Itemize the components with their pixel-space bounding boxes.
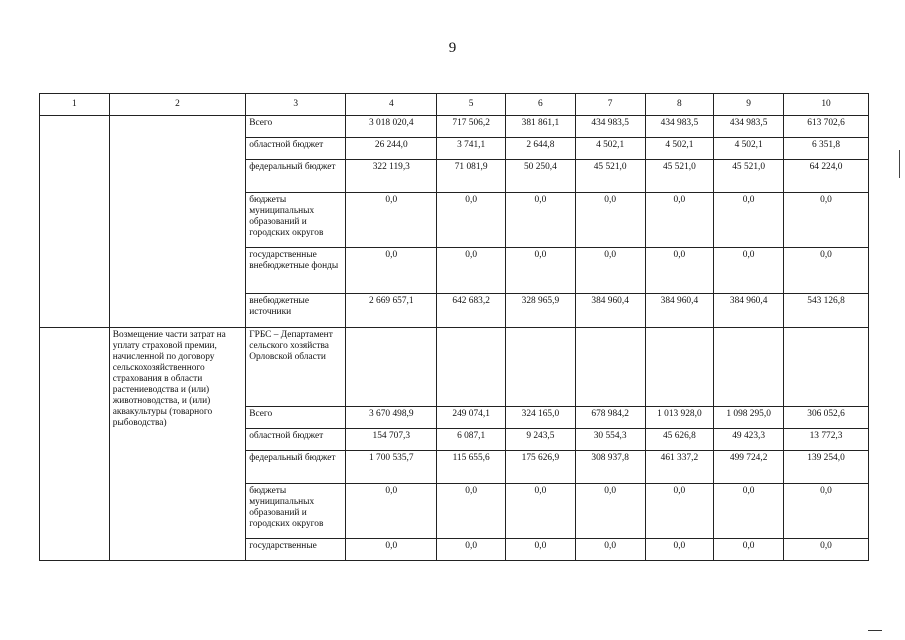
value-cell: 0,0	[575, 484, 645, 539]
value-cell: 50 250,4	[506, 160, 576, 193]
value-cell: 381 861,1	[506, 116, 576, 138]
value-cell: 0,0	[346, 539, 437, 561]
value-cell: 0,0	[506, 539, 576, 561]
value-cell: 4 502,1	[714, 138, 784, 160]
value-cell: 543 126,8	[784, 294, 869, 328]
value-cell: 0,0	[645, 539, 714, 561]
value-cell: 0,0	[346, 193, 437, 248]
value-cell: 249 074,1	[437, 407, 506, 429]
value-cell: 324 165,0	[506, 407, 576, 429]
value-cell: 0,0	[437, 193, 506, 248]
value-cell: 9 243,5	[506, 429, 576, 451]
value-cell: 0,0	[645, 248, 714, 294]
value-cell: 3 018 020,4	[346, 116, 437, 138]
value-cell: 154 707,3	[346, 429, 437, 451]
value-cell: 0,0	[575, 193, 645, 248]
value-cell: 499 724,2	[714, 451, 784, 484]
value-cell: 1 013 928,0	[645, 407, 714, 429]
source-label-cell: государственные внебюджетные фонды	[246, 248, 346, 294]
header-row	[40, 94, 869, 116]
value-cell: 0,0	[784, 539, 869, 561]
value-cell: 0,0	[575, 539, 645, 561]
source-label-cell: бюджеты муниципальных образований и городских округов	[246, 193, 346, 248]
value-cell: 3 741,1	[437, 138, 506, 160]
value-cell: 461 337,2	[645, 451, 714, 484]
value-cell: 0,0	[645, 484, 714, 539]
value-cell: 0,0	[714, 193, 784, 248]
value-cell: 30 554,3	[575, 429, 645, 451]
scan-artifact	[868, 630, 882, 631]
source-label-cell: федеральный бюджет	[246, 160, 346, 193]
value-cell: 0,0	[506, 193, 576, 248]
value-cell: 45 521,0	[575, 160, 645, 193]
value-cell: 678 984,2	[575, 407, 645, 429]
value-cell: 642 683,2	[437, 294, 506, 328]
value-cell: 0,0	[506, 484, 576, 539]
header-cell: 5	[437, 94, 506, 116]
header-cell: 3	[246, 94, 346, 116]
value-cell: 0,0	[346, 484, 437, 539]
value-cell: 717 506,2	[437, 116, 506, 138]
value-cell: 64 224,0	[784, 160, 869, 193]
value-cell	[346, 328, 437, 407]
value-cell: 434 983,5	[714, 116, 784, 138]
value-cell	[506, 328, 576, 407]
value-cell	[645, 328, 714, 407]
value-cell: 328 965,9	[506, 294, 576, 328]
value-cell: 26 244,0	[346, 138, 437, 160]
value-cell: 175 626,9	[506, 451, 576, 484]
value-cell: 4 502,1	[645, 138, 714, 160]
header-cell: 4	[346, 94, 437, 116]
value-cell: 2 644,8	[506, 138, 576, 160]
value-cell: 0,0	[346, 248, 437, 294]
header-cell: 10	[784, 94, 869, 116]
value-cell: 384 960,4	[575, 294, 645, 328]
column1-cell	[40, 328, 110, 561]
value-cell: 0,0	[437, 484, 506, 539]
value-cell: 0,0	[645, 193, 714, 248]
value-cell: 6 087,1	[437, 429, 506, 451]
source-label-cell: областной бюджет	[246, 429, 346, 451]
value-cell: 4 502,1	[575, 138, 645, 160]
value-cell: 13 772,3	[784, 429, 869, 451]
value-cell: 139 254,0	[784, 451, 869, 484]
measure-name-cell: Возмещение части затрат на уплату страховой премии, начисленной по договору сельскохозяйственного страхования в области растениеводства и (или) животноводства, и (или) аквакультуры (товарного рыбоводства)	[109, 328, 245, 561]
value-cell: 0,0	[437, 248, 506, 294]
value-cell: 434 983,5	[645, 116, 714, 138]
value-cell: 3 670 498,9	[346, 407, 437, 429]
page-number: 9	[448, 40, 457, 56]
value-cell: 45 521,0	[645, 160, 714, 193]
header-cell: 9	[714, 94, 784, 116]
value-cell: 45 521,0	[714, 160, 784, 193]
value-cell: 0,0	[714, 248, 784, 294]
value-cell: 0,0	[714, 539, 784, 561]
value-cell: 2 669 657,1	[346, 294, 437, 328]
column1-cell	[40, 116, 110, 328]
value-cell	[714, 328, 784, 407]
header-cell: 2	[109, 94, 245, 116]
source-label-cell: Всего	[246, 407, 346, 429]
value-cell: 115 655,6	[437, 451, 506, 484]
value-cell: 71 081,9	[437, 160, 506, 193]
value-cell: 1 700 535,7	[346, 451, 437, 484]
source-label-cell: областной бюджет	[246, 138, 346, 160]
budget-table	[39, 93, 869, 561]
header-cell: 8	[645, 94, 714, 116]
value-cell	[575, 328, 645, 407]
header-cell: 1	[40, 94, 110, 116]
value-cell: 0,0	[784, 484, 869, 539]
source-label-cell: федеральный бюджет	[246, 451, 346, 484]
value-cell: 306 052,6	[784, 407, 869, 429]
value-cell: 384 960,4	[645, 294, 714, 328]
table-row	[40, 116, 869, 138]
table-row	[40, 328, 869, 407]
value-cell: 0,0	[784, 248, 869, 294]
value-cell: 434 983,5	[575, 116, 645, 138]
source-label-cell: государственные	[246, 539, 346, 561]
value-cell: 0,0	[506, 248, 576, 294]
source-label-cell: бюджеты муниципальных образований и городских округов	[246, 484, 346, 539]
value-cell: 613 702,6	[784, 116, 869, 138]
value-cell: 0,0	[575, 248, 645, 294]
value-cell: 6 351,8	[784, 138, 869, 160]
value-cell: 308 937,8	[575, 451, 645, 484]
header-cell: 6	[506, 94, 576, 116]
value-cell: 49 423,3	[714, 429, 784, 451]
value-cell: 0,0	[784, 193, 869, 248]
value-cell: 0,0	[437, 539, 506, 561]
value-cell: 322 119,3	[346, 160, 437, 193]
value-cell	[784, 328, 869, 407]
value-cell: 384 960,4	[714, 294, 784, 328]
header-cell: 7	[575, 94, 645, 116]
value-cell	[437, 328, 506, 407]
measure-name-cell	[109, 116, 245, 328]
value-cell: 0,0	[714, 484, 784, 539]
source-label-cell: внебюджетные источники	[246, 294, 346, 328]
scan-artifact	[899, 150, 900, 178]
value-cell: 45 626,8	[645, 429, 714, 451]
value-cell: 1 098 295,0	[714, 407, 784, 429]
source-label-cell: ГРБС – Департамент сельского хозяйства Орловской области	[246, 328, 346, 407]
source-label-cell: Всего	[246, 116, 346, 138]
